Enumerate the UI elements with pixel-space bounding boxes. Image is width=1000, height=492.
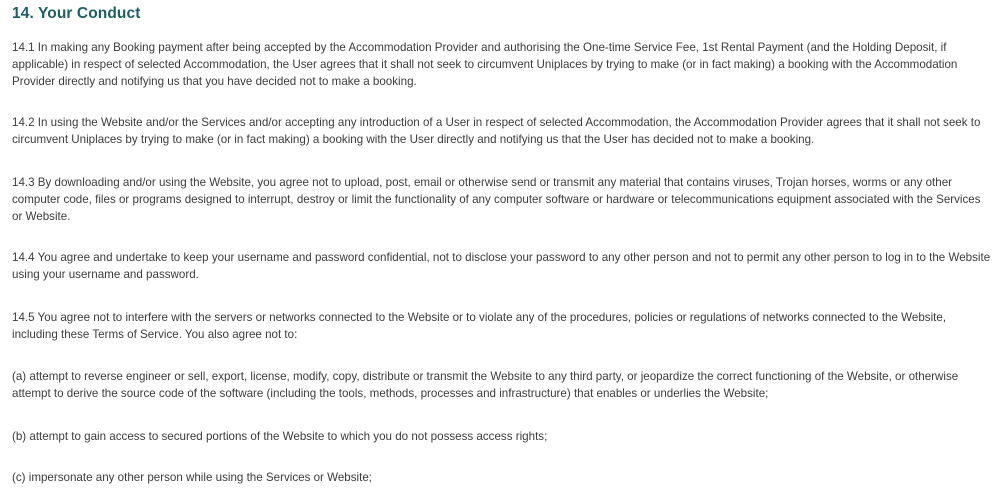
section-heading: 14. Your Conduct [12, 5, 141, 22]
clause-14-5-b: (b) attempt to gain access to secured portions of the Website to which you do not possess access rights; [12, 430, 548, 443]
clause-14-4: 14.4 You agree and undertake to keep your username and password confidential, not to disclose your password to any other person and not to permit any other person to log in to the Website using your username and password. [12, 251, 991, 281]
clause-14-5-a: (a) attempt to reverse engineer or sell, export, license, modify, copy, distribute or transmit the Website to any third party, or jeopardize the correct functioning of the Website, or otherwise attempt to derive the source code of the software (including the tools, methods, processes and infrastructure) that enables or underlies the Website; [12, 370, 959, 400]
clause-14-2: 14.2 In using the Website and/or the Services and/or accepting any introduction of a User in respect of selected Accommodation, the Accommodation Provider agrees that it shall not seek to circumvent Uniplaces by trying to make (or in fact making) a booking with the User directly and notifying us that the User has decided not to make a booking. [12, 116, 981, 146]
clause-14-5: 14.5 You agree not to interfere with the servers or networks connected to the Website or to violate any of the procedures, policies or regulations of networks connected to the Website, including these Terms of Service. You also agree not to: [12, 311, 947, 341]
clause-14-5-c: (c) impersonate any other person while using the Services or Website; [12, 471, 373, 484]
clause-14-1: 14.1 In making any Booking payment after being accepted by the Accommodation Provider and authorising the One-time Service Fee, 1st Rental Payment (and the Holding Deposit, if applicable) in respect of selected Accommodation, the User agrees that it shall not seek to circumvent Uniplaces by trying to make (or in fact making) a booking with the Accommodation Provider directly and notifying us that you have decided not to make a booking. [12, 41, 958, 88]
clause-14-3: 14.3 By downloading and/or using the Website, you agree not to upload, post, email or otherwise send or transmit any material that contains viruses, Trojan horses, worms or any other computer code, files or programs designed to interrupt, destroy or limit the functionality of any computer software or hardware or telecommunications equipment associated with the Services or Website. [12, 176, 981, 223]
